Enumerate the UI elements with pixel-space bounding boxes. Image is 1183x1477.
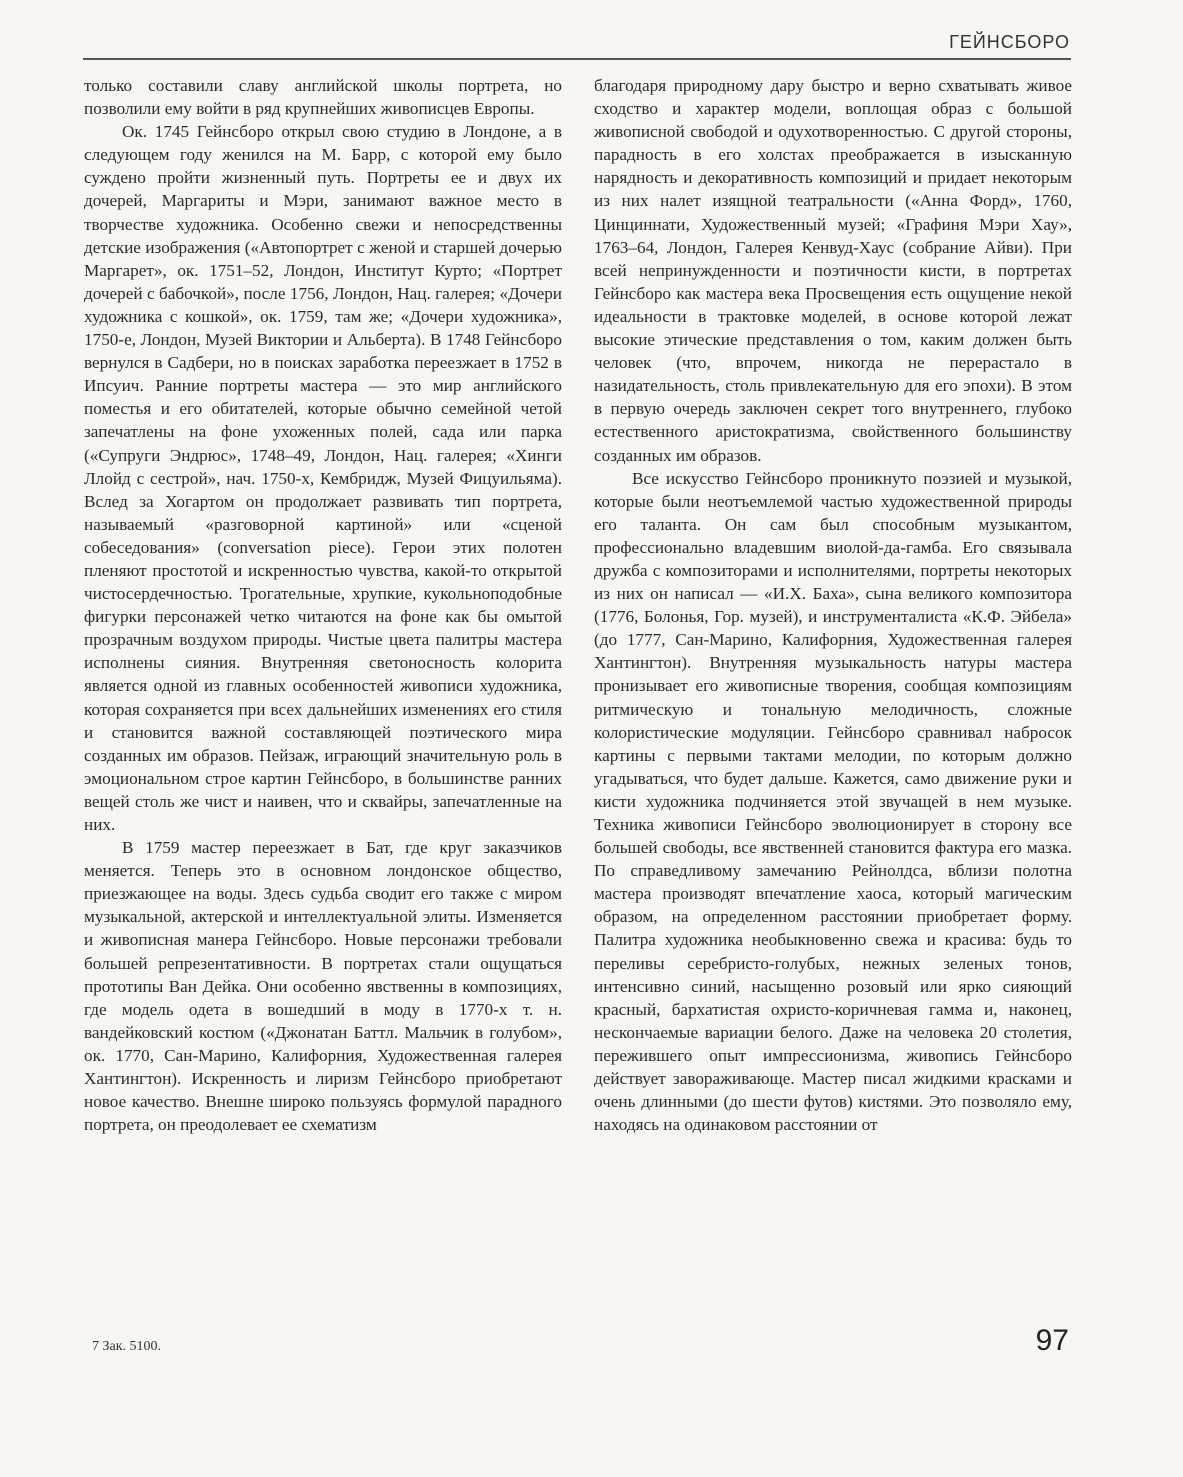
right-paragraph-1: благодаря природному дару быстро и верно схватывать живое сходство и характер модели, воплощая образ с большой живописной свободой и одухотворенностью. С другой стороны, парадность в его холстах преображается в изысканную нарядность и декоративность композиций и придает некоторым из них налет изящной театральности («Анна Форд», 1760, Цинциннати, Художественный музей; «Графиня Мэри Хау», 1763–64, Лондон, Галерея Кенвуд-Хаус (собрание Айви). При всей непринужденности и поэтичности кисти, в портретах Гейнсборо как мастера века Просвещения есть ощущение некой идеальности в трактовке моделей, в основе которой лежат высокие этические представления о том, каким должен быть человек (что, впрочем, никогда не перерастало в назидательность, столь привлекательную для его эпохи). В этом в первую очередь заключен секрет того внутреннего, глубоко естественного аристократизма, свойственного большинству созданных им образов. <box>594 76 1072 465</box>
page-number: 97 <box>1035 1324 1069 1357</box>
running-title: ГЕЙНСБОРО <box>949 32 1070 52</box>
right-column <box>594 74 1072 1136</box>
left-paragraph-1: только составили славу английской школы портрета, но позволили ему войти в ряд крупнейших живописцев Европы. <box>84 76 562 119</box>
left-column <box>84 74 562 1136</box>
right-paragraph-2: Все искусство Гейнсборо проникнуто поэзией и музыкой, которые были неотъемлемой частью художественной природы его таланта. Он сам был способным музыкантом, профессионально владевшим виолой-да-гамба. Его связывала дружба с композиторами и исполнителями, портреты некоторых из них он написал — «И.Х. Баха», сына великого композитора (1776, Болонья, Гор. музей), и инструменталиста «К.Ф. Эйбела» (до 1777, Сан-Марино, Калифорния, Художественная галерея Хантингтон). Внутренняя музыкальность натуры мастера пронизывает его живописные творения, сообщая композициям ритмическую и тональную мелодичность, сложные колористические модуляции. Гейнсборо сравнивал набросок картины с первыми тактами мелодии, по которым должно угадываться, что будет дальше. Кажется, само движение руки и кисти художника подчиняется этой звучащей в нем музыке. Техника живописи Гейнсборо эволюционирует в сторону все большей свободы, все явственней становится фактура его мазка. По справедливому замечанию Рейнолдса, вблизи полотна мастера производят впечатление хаоса, который магическим образом, на определенном расстоянии приобретает форму. Палитра художника необыкновенно свежа и красива: будь то переливы серебристо-голубых, нежных зеленых тонов, интенсивно синий, насыщенно розовый или ярко сияющий красный, бархатистая охристо-коричневая гамма и, наконец, нескончаемые вариации белого. Даже на человека 20 столетия, пережившего опыт импрессионизма, живопись Гейнсборо действует завораживающе. Мастер писал жидкими красками и очень длинными (до шести футов) кистями. Это позволяло ему, находясь на одинаковом расстоянии от <box>594 468 1072 1135</box>
printer-signature: 7 Зак. 5100. <box>92 1339 162 1354</box>
left-paragraph-3: В 1759 мастер переезжает в Бат, где круг заказчиков меняется. Теперь это в основном лондонское общество, приезжающее на воды. Здесь судьба сводит его также с миром музыкальной, актерской и интеллектуальной элиты. Изменяется и живописная манера Гейнсборо. Новые персонажи требовали большей репрезентативности. В портретах стали ощущаться прототипы Ван Дейка. Они особенно явственны в композициях, где модель одета в вошедший в моду в 1770-х т. н. вандейковский костюм («Джонатан Баттл. Мальчик в голубом», ок. 1770, Сан-Марино, Калифорния, Художественная галерея Хантингтон). Искренность и лиризм Гейнсборо приобретают новое качество. Внешне широко пользуясь формулой парадного портрета, он преодолевает ее схематизм <box>84 838 562 1135</box>
header-rule <box>83 58 1071 60</box>
left-paragraph-2: Ок. 1745 Гейнсборо открыл свою студию в Лондоне, а в следующем году женился на М. Барр, с которой ему было суждено пройти жизненный путь. Портреты ее и двух их дочерей, Маргариты и Мэри, занимают важное место в творчестве художника. Особенно свежи и непосредственны детские изображения («Автопортрет с женой и старшей дочерью Маргарет», ок. 1751–52, Лондон, Институт Курто; «Портрет дочерей с бабочкой», после 1756, Лондон, Нац. галерея; «Дочери художника с кошкой», ок. 1759, там же; «Дочери художника», 1750-е, Лондон, Музей Виктории и Альберта). В 1748 Гейнсборо вернулся в Садбери, но в поисках заработка переезжает в 1752 в Ипсуич. Ранние портреты мастера — это мир английского поместья и его обитателей, которые обычно семейной четой запечатлены на фоне ухоженных полей, сада или парка («Супруги Эндрюс», 1748–49, Лондон, Нац. галерея; «Хинги Ллойд с сестрой», нач. 1750-х, Кембридж, Музей Фицуильяма). Вслед за Хогартом он продолжает развивать тип портрета, называемый «разговорной картиной» или «сценой собеседования» (conversation piece). Герои этих полотен пленяют простотой и искренностью чувства, какой-то открытой чистосердечностью. Трогательные, хрупкие, кукольноподобные фигурки персонажей четко читаются на фоне как бы омытой прозрачным воздухом природы. Чистые цвета палитры мастера исполнены сияния. Внутренняя светоносность колорита является одной из главных особенностей живописи художника, которая сохраняется при всех дальнейших изменениях его стиля и становится важной составляющей поэтического мира созданных им образов. Пейзаж, играющий значительную роль в эмоциональном строе картин Гейнсборо, в большинстве ранних вещей столь же чист и наивен, что и сквайры, запечатленные на них. <box>84 122 562 834</box>
